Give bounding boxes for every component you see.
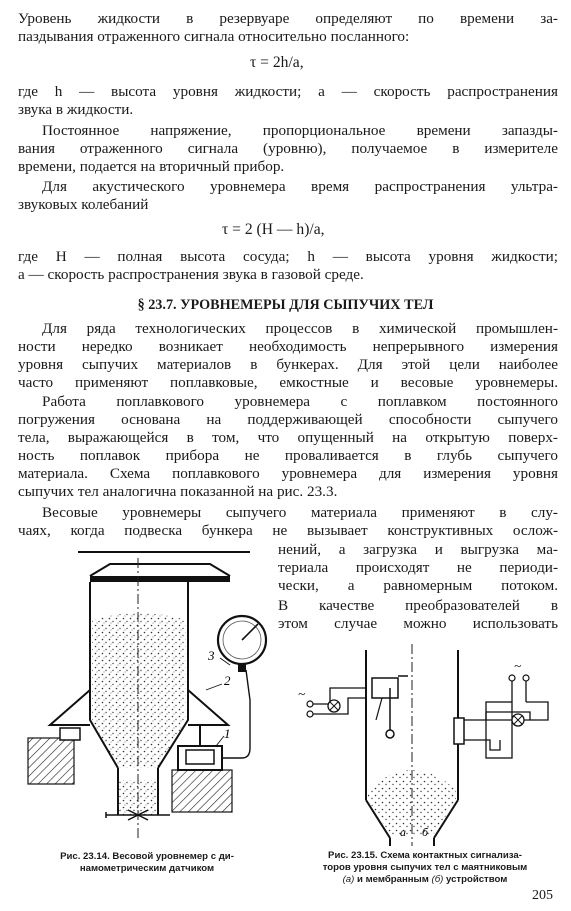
figure-caption-23-15 (290, 850, 560, 886)
paragraph-line: В качестве преобразователей в (278, 597, 558, 614)
tilde-right: ~ (514, 658, 522, 673)
caption-part: и мембранным (354, 874, 432, 885)
caption-part: (а) (342, 874, 355, 885)
paragraph-line: Уровень жидкости в резервуаре определяют по времени за- (18, 10, 558, 27)
paragraph-line: нений, а загрузка и выгрузка ма- (278, 541, 558, 558)
caption-part: устройством (443, 874, 508, 885)
caption-line (290, 874, 560, 886)
label-1: 1 (224, 726, 231, 741)
paragraph-line: Для ряда технологических процессов в химической промышлен- (42, 320, 558, 337)
paragraph-line: звука в жидкости. (18, 101, 134, 118)
paragraph-line: ность поплавок прибора не проваливается в глубь сыпучего (18, 447, 558, 464)
page-number: 205 (532, 888, 553, 903)
formula-tau-acoustic: τ = 2 (H — h)/a, (222, 221, 325, 238)
paragraph-line: материала. Схема поплавкового уровнемера для измерения уровня (18, 465, 558, 482)
paragraph-line: этом случае можно использовать (278, 615, 558, 632)
figure-weighing-level-gauge (10, 540, 272, 845)
paragraph-line: тела, выражающейся в том, что опущенный на открытую поверх- (18, 429, 558, 446)
formula-tau-liquid: τ = 2h/a, (250, 54, 304, 71)
tilde-left: ~ (298, 686, 306, 701)
label-b: б (422, 825, 429, 839)
caption-line: Рис. 23.14. Весовой уровнемер с ди- (60, 851, 234, 862)
paragraph-line: ности нередко возникает необходимость непрерывного измерения (18, 338, 558, 355)
paragraph-line: часто применяют поплавковые, емкостные и весовые уровнемеры. (18, 374, 558, 391)
figure-contact-signallers (290, 640, 562, 850)
paragraph-line: где H — полная высота сосуда; h — высота уровня жидкости; (18, 248, 558, 265)
paragraph-line: погружения основана на поддерживающей способности сыпучего (18, 411, 558, 428)
section-heading: § 23.7. УРОВНЕМЕРЫ ДЛЯ СЫПУЧИХ ТЕЛ (137, 297, 434, 313)
paragraph-line: звуковых колебаний (18, 196, 149, 213)
paragraph-line: чаях, когда подвеска бункера не вызывает конструктивных ослож- (18, 522, 558, 539)
paragraph-line: вания отраженного сигнала (уровню), получаемое в измерителе (18, 140, 558, 157)
paragraph-line: чески, а равномерным потоком. (278, 577, 558, 594)
paragraph-line: Для акустического уровнемера время распространения ультра- (42, 178, 558, 195)
caption-part: (б) (431, 874, 444, 885)
label-2: 2 (224, 673, 231, 688)
caption-line: намометрическим датчиком (79, 863, 215, 874)
caption-line: торов уровня сыпучих тел с маятниковым (322, 862, 528, 873)
paragraph-line: a — скорость распространения звука в газовой среде. (18, 266, 364, 283)
paragraph-line: Работа поплавкового уровнемера с поплавком постоянного (42, 393, 558, 410)
label-a: а (400, 825, 406, 839)
paragraph-line: териала происходят не периоди- (278, 559, 558, 576)
figure-caption-23-14 (16, 851, 278, 875)
caption-line: Рис. 23.15. Схема контактных сигнализа- (328, 850, 522, 861)
paragraph-line: времени, подается на вторичный прибор. (18, 158, 285, 175)
paragraph-line: где h — высота уровня жидкости; a — скорость распространения (18, 83, 558, 100)
paragraph-line: уровня сыпучих материалов в бункерах. Для этой цели наиболее (18, 356, 558, 373)
paragraph-line: паздывания отраженного сигнала относительно посланного: (18, 28, 410, 45)
paragraph-line: Весовые уровнемеры сыпучего материала применяют в слу- (42, 504, 558, 521)
paragraph-line: сыпучих тел аналогична показанной на рис. 23.3. (18, 483, 338, 500)
label-3: 3 (208, 648, 215, 663)
paragraph-line: Постоянное напряжение, пропорциональное времени запазды- (42, 122, 558, 139)
